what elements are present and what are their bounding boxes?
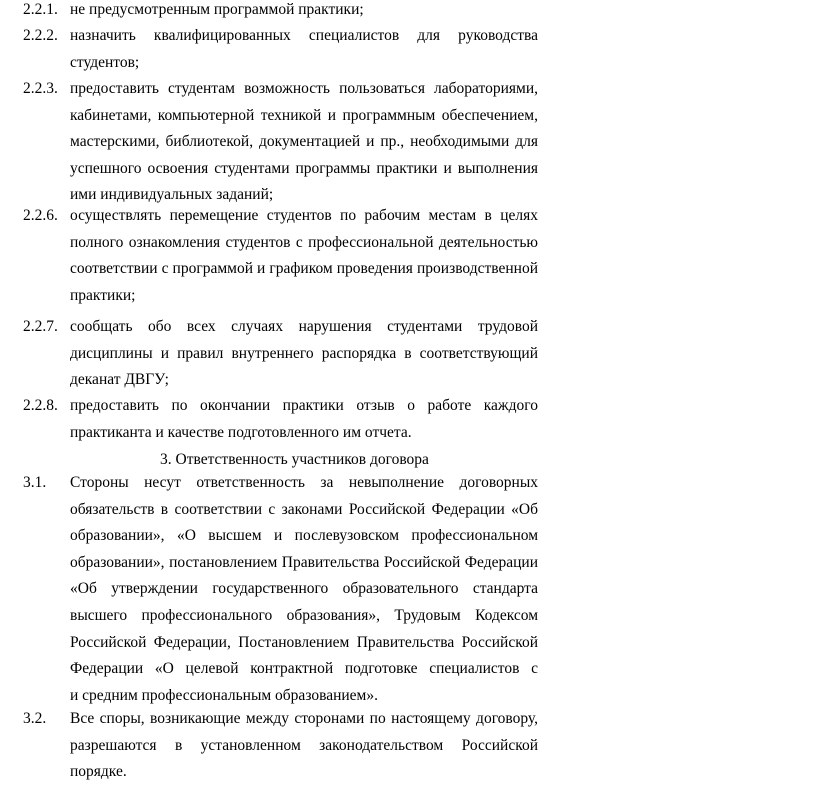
clause-number: 2.2.8.: [23, 397, 58, 414]
section-heading: 3. Ответственность участников договора: [160, 451, 429, 468]
clause-text-line: практики;: [70, 286, 136, 304]
clause-text-line: кабинетами, компьютерной техникой и программным обеспечением,: [70, 106, 538, 124]
clause-text-line: осуществлять перемещение студентов по рабочим местам в целях: [70, 207, 538, 224]
section-clause-text-line: высшего профессионального образования», Трудовым Кодексом: [70, 607, 538, 624]
clause-text-line: полного ознакомления студентов с профессиональной деятельностью: [70, 233, 538, 251]
clause-number: 2.2.7.: [23, 318, 58, 335]
section-clause-text-line: порядке.: [70, 763, 127, 781]
clause-text-line: назначить квалифицированных специалистов для руководства: [70, 27, 538, 44]
section-clause-text-line: «Об утверждении государственного образовательного стандарта: [70, 580, 538, 598]
section-clause-text-line: и средним профессиональным образованием».: [70, 686, 378, 704]
clause-text-line: ими индивидуальных заданий;: [70, 186, 274, 204]
section-clause-text-line: образовании», «О высшем и послевузовском профессиональном: [70, 527, 538, 545]
clause-text-line: мастерскими, библиотекой, документацией и пр., необходимыми для: [70, 133, 538, 151]
section-clause-text-line: Федерации «О целевой контрактной подготовке специалистов с: [70, 660, 538, 678]
section-clause-text-line: Российской Федерации, Постановлением Правительства Российской: [70, 633, 538, 651]
clause-text-line: соответствии с программой и графиком проведения производственной: [70, 260, 538, 278]
section-clause-number: 3.1.: [23, 474, 47, 491]
clause-text-line: успешного освоения студентами программы практики и выполнения: [70, 159, 538, 177]
section-clause-text-line: образовании», постановлением Правительства Российской Федерации: [70, 553, 538, 571]
clause-number: 2.2.2.: [23, 27, 58, 44]
clause-text-line: практиканта и качестве подготовленного им отчета.: [70, 423, 412, 441]
section-clause-text-line: Все споры, возникающие между сторонами по настоящему договору,: [70, 710, 538, 727]
clause-text-line: не предусмотренным программой практики;: [70, 1, 364, 18]
section-clause-text-line: разрешаются в установленном законодательством Российской: [70, 736, 538, 754]
clause-number: 2.2.1.: [23, 1, 58, 18]
clause-number: 2.2.6.: [23, 207, 58, 224]
section-clause-text-line: Стороны несут ответственность за невыполнение договорных: [70, 474, 538, 491]
section-clause-text-line: обязательств в соответствии с законами Российской Федерации «Об: [70, 500, 538, 518]
clause-text-line: сообщать обо всех случаях нарушения студентами трудовой: [70, 318, 538, 335]
clause-text-line: студентов;: [70, 53, 140, 71]
clause-text-line: предоставить студентам возможность пользоваться лабораториями,: [70, 80, 538, 97]
clause-number: 2.2.3.: [23, 80, 58, 97]
clause-text-line: дисциплины и правил внутреннего распорядка в соответствующий: [70, 344, 538, 362]
section-clause-number: 3.2.: [23, 710, 47, 727]
clause-text-line: деканат ДВГУ;: [70, 371, 169, 389]
clause-text-line: предоставить по окончании практики отзыв о работе каждого: [70, 397, 538, 414]
